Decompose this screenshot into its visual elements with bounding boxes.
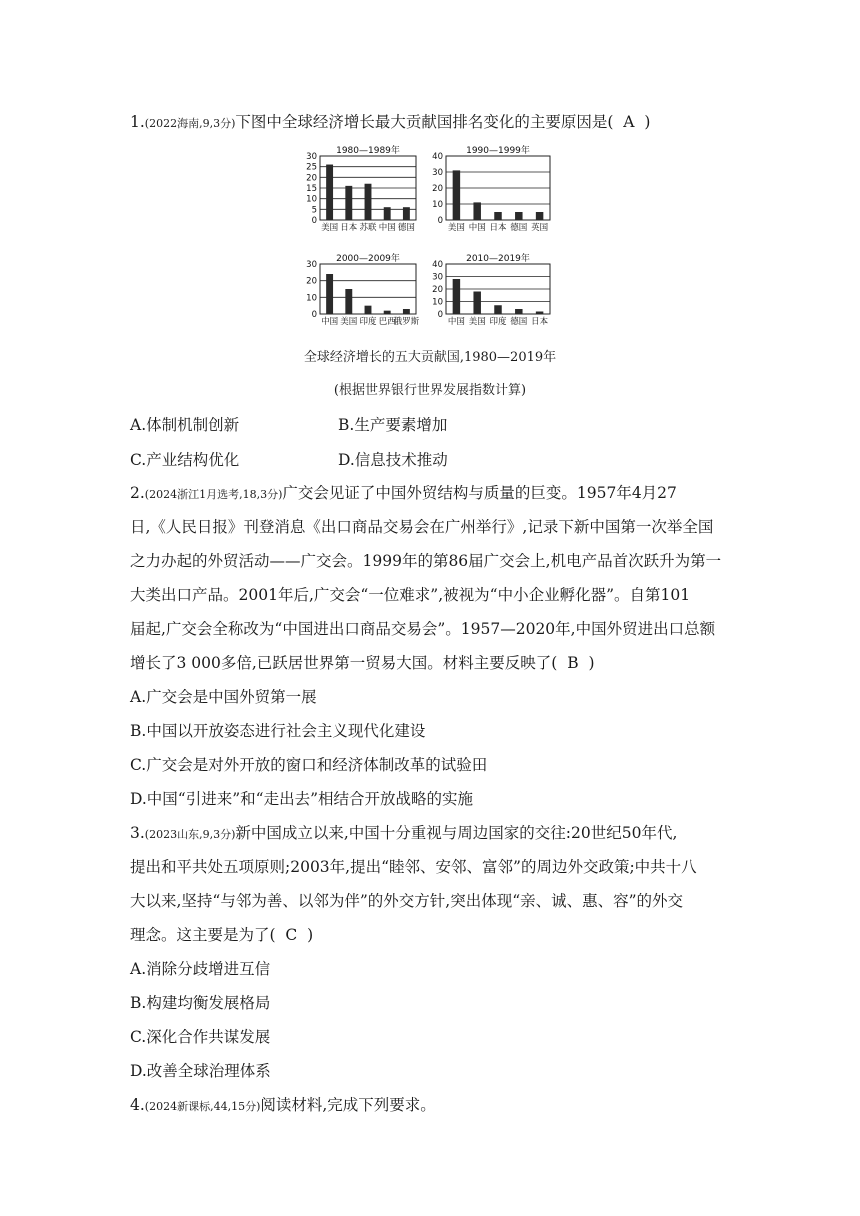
q3-source: (2023山东,9,3分) [144,828,236,841]
chart-3-category-label: 俄罗斯 [393,317,420,327]
q2-close: ) [588,654,595,672]
chart-1-ytick-label: 5 [311,205,317,216]
chart-4-category-label: 美国 [468,317,486,327]
chart-3-bar [384,311,391,314]
q2-line-6 [130,652,595,674]
chart-1-bar [403,207,410,220]
q1-answer: A [623,113,635,131]
chart-2-bar [473,202,480,220]
chart-1-bar [345,186,352,220]
chart-3-category-label: 巴西 [378,317,396,327]
chart-2-ytick-label: 10 [432,200,443,210]
q1-option-a: A.体制机制创新 [130,416,240,434]
q2-source: (2024浙江1月选考,18,3分) [144,488,283,501]
chart-1-ytick-label: 10 [306,194,317,205]
chart-1-ytick-label: 25 [306,162,317,173]
q3-line-1 [130,822,677,846]
chart-4-ytick-label: 20 [432,285,443,295]
chart-2-bar [453,170,460,220]
chart-4-ytick-label: 40 [432,260,443,270]
chart-1-category-label: 日本 [340,223,358,233]
q3-answer: C [285,926,298,944]
chart-4-category-label: 日本 [531,317,549,327]
chart-1-ytick-label: 15 [306,184,317,194]
q2-text-6: 增长了3 000多倍,已跃居世界第一贸易大国。材料主要反映了( [130,654,558,672]
chart-4-bar [494,305,501,314]
chart-2-category-label: 中国 [468,223,486,233]
q1-close: ) [644,113,651,131]
chart-1-bar [365,184,372,220]
chart-2-category-label: 日本 [489,223,507,233]
q4-stem [130,1094,436,1118]
chart-1-category-label: 美国 [321,223,339,233]
q3-line-3: 大以来,坚持“与邻为善、以邻为伴”的外交方针,突出体现“亲、诚、惠、容”的外交 [130,892,684,910]
q2-line-4: 大类出口产品。2001年后,广交会“一位难求”,被视为“中小企业孵化器”。自第101 [130,586,691,604]
chart-1-ytick-label: 20 [306,173,317,184]
q2-line-2: 日,《人民日报》刊登消息《出口商品交易会在广州举行》,记录下新中国第一次举全国 [130,518,714,536]
chart-2-bar [536,212,543,220]
chart-2-ytick-label: 40 [432,152,443,162]
q3-option-d: D.改善全球治理体系 [130,1062,271,1080]
q3-line-2: 提出和平共处五项原则;2003年,提出“睦邻、安邻、富邻”的周边外交政策;中共十八 [130,858,697,876]
chart-1-category-label: 苏联 [359,223,377,233]
q1-stem-text: 下图中全球经济增长最大贡献国排名变化的主要原因是( [235,113,614,131]
figure-note: (根据世界银行世界发展指数计算) [333,383,527,398]
chart-3-ytick-label: 30 [306,260,317,270]
chart-2-category-label: 德国 [510,223,528,233]
chart-4-category-label: 中国 [447,317,465,327]
q4-source: (2024新课标,44,15分) [144,1100,261,1113]
q3-number: 3. [130,824,145,842]
chart-1-bar [326,165,333,220]
chart-3-title: 2000—2009年 [336,254,400,264]
chart-1-ytick-label: 0 [311,216,317,226]
q3-line-4 [130,924,313,946]
chart-3-ytick-label: 0 [311,310,317,320]
chart-3-bar [365,306,372,314]
chart-2-title: 1990—1999年 [466,146,530,156]
chart-1-title: 1980—1989年 [336,146,400,156]
q3-text-1: 新中国成立以来,中国十分重视与周边国家的交往:20世纪50年代, [235,824,678,842]
q3-option-a: A.消除分歧增进互信 [130,960,271,978]
chart-4-category-label: 德国 [510,317,528,327]
figure-title: 全球经济增长的五大贡献国,1980—2019年 [303,350,557,365]
chart-3-bar [403,309,410,314]
q1-option-b: B.生产要素增加 [338,416,448,434]
chart-4-bar [515,309,522,314]
chart-3-category-label: 印度 [359,317,377,327]
q3-text-4: 理念。这主要是为了( [130,926,276,944]
q2-number: 2. [130,484,145,502]
chart-4-bar [536,312,543,315]
chart-1-ytick-label: 30 [306,152,317,162]
chart-2-bar [494,212,501,220]
q1-option-d: D.信息技术推动 [338,451,448,469]
chart-1-category-label: 中国 [378,223,396,233]
chart-4-ytick-label: 10 [432,297,443,308]
q3-option-b: B.构建均衡发展格局 [130,994,271,1012]
chart-3-category-label: 美国 [340,317,358,327]
q2-line-5: 届起,广交会全称改为“中国进出口商品交易会”。1957—2020年,中国外贸进出口总额 [130,620,716,638]
q4-stem-text: 阅读材料,完成下列要求。 [260,1096,436,1114]
chart-2-ytick-label: 0 [437,216,443,226]
q2-line-1 [130,482,677,506]
q1-source: (2022海南,9,3分) [144,117,236,130]
chart-2-category-label: 美国 [447,223,465,233]
chart-3-bar [345,289,352,314]
chart-4-ytick-label: 30 [432,272,443,283]
q2-option-d: D.中国“引进来”和“走出去”相结合开放战略的实施 [130,790,473,808]
chart-4-category-label: 印度 [489,317,507,327]
chart-2-bar [515,212,522,220]
chart-3-category-label: 中国 [321,317,339,327]
chart-2-ytick-label: 20 [432,184,443,194]
q2-option-c: C.广交会是对外开放的窗口和经济体制改革的试验田 [130,756,488,774]
q2-option-a: A.广交会是中国外贸第一展 [130,688,317,706]
q1-option-c: C.产业结构优化 [130,451,240,469]
chart-1-category-label: 德国 [397,223,415,233]
chart-4-title: 2010—2019年 [466,254,530,264]
q3-close: ) [307,926,314,944]
chart-2-category-label: 英国 [531,223,549,233]
q2-text-1: 广交会见证了中国外贸结构与质量的巨变。1957年4月27 [282,484,677,502]
chart-3-ytick-label: 20 [306,276,317,287]
chart-4-ytick-label: 0 [437,310,443,320]
q4-number: 4. [130,1096,145,1114]
chart-4-bar [453,279,460,314]
q2-line-3: 之力办起的外贸活动——广交会。1999年的第86届广交会上,机电产品首次跃升为第一 [130,552,722,570]
q2-answer: B [567,654,579,672]
chart-4-bar [473,292,480,315]
bar-charts-figure [300,138,570,348]
q1-stem [130,111,650,135]
chart-3-bar [326,274,333,314]
chart-1-bar [384,207,391,220]
chart-2-ytick-label: 30 [432,168,443,178]
chart-3-ytick-label: 10 [306,293,317,304]
q1-number: 1. [130,113,145,131]
q3-option-c: C.深化合作共谋发展 [130,1028,271,1046]
q2-option-b: B.中国以开放姿态进行社会主义现代化建设 [130,722,426,740]
